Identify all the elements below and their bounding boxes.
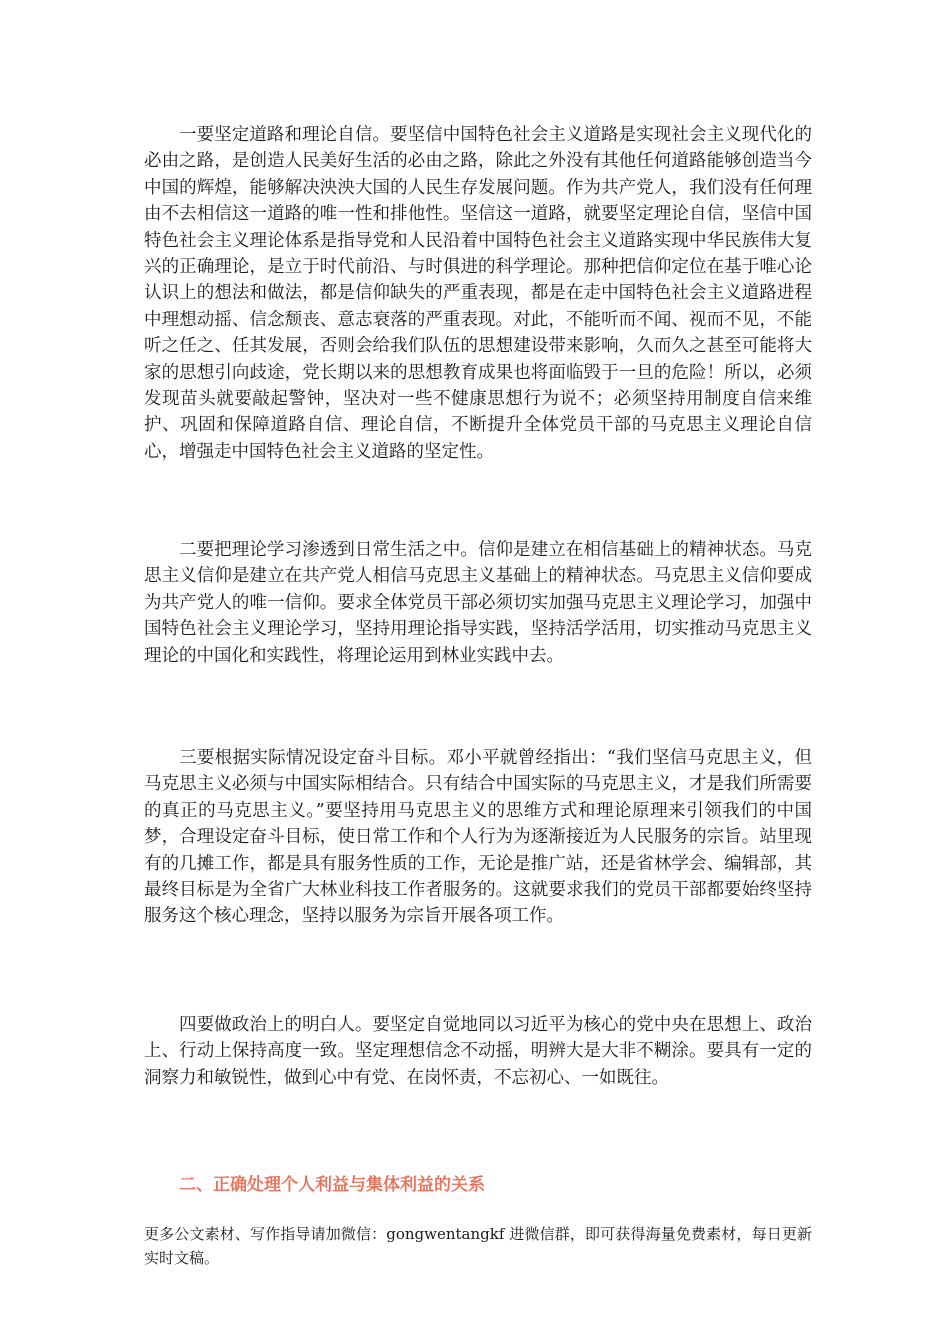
footer-note: 更多公文素材、写作指导请加微信：gongwentangkf 进微信群，即可获得海量免费素材，每日更新实时文稿。 [144,1225,812,1267]
paragraph-3: 三要根据实际情况设定奋斗目标。邓小平就曾经指出：“我们坚信马克思主义，但马克思主义必须与中国实际相结合。只有结合中国实际的马克思主义，才是我们所需要的真正的马克思主义。”要坚持用马克思主义的思维方式和理论原理来引领我们的中国梦，合理设定奋斗目标，使日常工作和个人行为为逐渐接近为人民服务的宗旨。站里现有的几摊工作，都是具有服务性质的工作，无论是推广站，还是省林学会、编辑部，其最终目标是为全省广大林业科技工作者服务的。这就要求我们的党员干部都要始终坚持服务这个核心理念，坚持以服务为宗旨开展各项工作。 [144,748,812,927]
paragraph-1: 一要坚定道路和理论自信。要坚信中国特色社会主义道路是实现社会主义现代化的必由之路，是创造人民美好生活的必由之路，除此之外没有其他任何道路能够创造当今中国的辉煌，能够解决泱泱大国的人民生存发展问题。作为共产党人，我们没有任何理由不去相信这一道路的唯一性和排他性。坚信这一道路，就要坚定理论自信，坚信中国特色社会主义理论体系是指导党和人民沿着中国特色社会主义道路实现中华民族伟大复兴的正确理论，是立于时代前沿、与时俱进的科学理论。那种把信仰定位在基于唯心论认识上的想法和做法，都是信仰缺失的严重表现，都是在走中国特色社会主义道路进程中理想动摇、信念颓丧、意志衰落的严重表现。对此，不能听而不闻、视而不见，不能听之任之、任其发展，否则会给我们队伍的思想建设带来影响，久而久之甚至可能将大家的思想引向歧途，党长期以来的思想教育成果也将面临毁于一旦的危险！所以，必须发现苗头就要敲起警钟，坚决对一些不健康思想行为说不；必须坚持用制度自信来维护、巩固和保障道路自信、理论自信，不断提升全体党员干部的马克思主义理论自信心，增强走中国特色社会主义道路的坚定性。 [144,125,812,462]
paragraph-2: 二要把理论学习渗透到日常生活之中。信仰是建立在相信基础上的精神状态。马克思主义信仰是建立在共产党人相信马克思主义基础上的精神状态。马克思主义信仰要成为共产党人的唯一信仰。要求全体党员干部必须切实加强马克思主义理论学习，加强中国特色社会主义理论学习，坚持用理论指导实践，坚持活学活用，切实推动马克思主义理论的中国化和实践性，将理论运用到林业实践中去。 [144,540,812,666]
paragraph-4: 四要做政治上的明白人。要坚定自觉地同以习近平为核心的党中央在思想上、政治上、行动上保持高度一致。坚定理想信念不动摇，明辨大是大非不糊涂。要具有一定的洞察力和敏锐性，做到心中有党、在岗怀责，不忘初心、一如既往。 [144,1015,812,1088]
section-heading: 二、正确处理个人利益与集体利益的关系 [179,1175,485,1195]
